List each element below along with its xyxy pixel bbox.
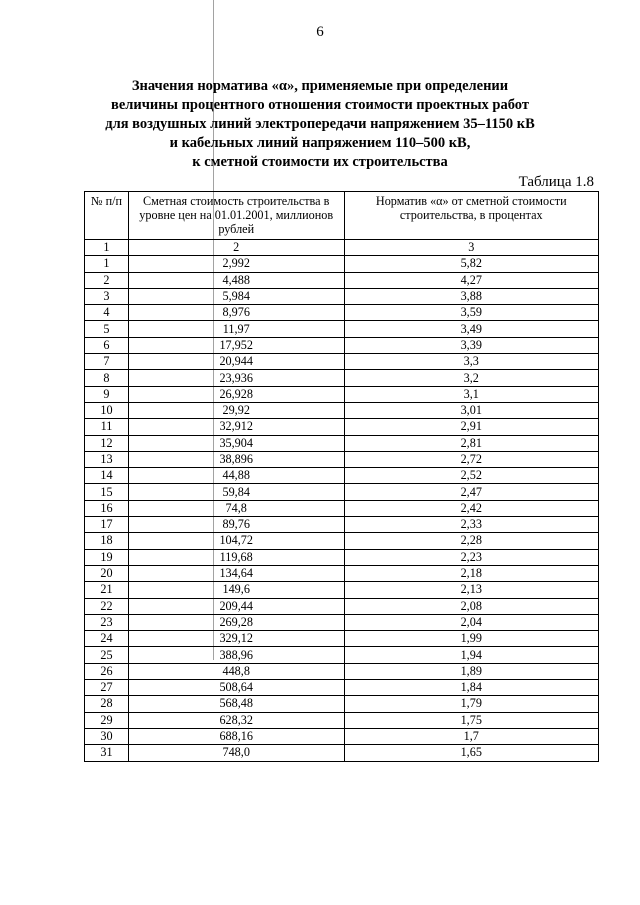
table-row xyxy=(85,517,599,533)
table-row xyxy=(85,386,599,402)
cost-value: 23,936 xyxy=(128,370,344,386)
title-line: к сметной стоимости их строительства xyxy=(192,154,448,170)
norm-value: 2,81 xyxy=(344,435,599,451)
table-row xyxy=(85,419,599,435)
row-number: 14 xyxy=(85,468,129,484)
table-row xyxy=(85,565,599,581)
table-row xyxy=(85,614,599,630)
cost-value: 748,0 xyxy=(128,745,344,761)
cost-value: 20,944 xyxy=(128,354,344,370)
header-norm: Норматив «α» от сметной стоимости строительства, в процентах xyxy=(344,192,599,240)
row-number: 10 xyxy=(85,402,129,418)
title-line: Значения норматива «α», применяемые при определении xyxy=(131,78,509,94)
header-row xyxy=(85,192,599,240)
norm-value: 1,94 xyxy=(344,647,599,663)
norm-value: 3,88 xyxy=(344,288,599,304)
row-number: 30 xyxy=(85,728,129,744)
title-line: и кабельных линий напряжением 110–500 кВ, xyxy=(169,135,471,151)
norm-value: 2,33 xyxy=(344,517,599,533)
cost-value: 35,904 xyxy=(128,435,344,451)
norm-value: 3,59 xyxy=(344,305,599,321)
cost-value: 4,488 xyxy=(128,272,344,288)
row-number: 17 xyxy=(85,517,129,533)
table-row xyxy=(85,663,599,679)
norm-value: 2,28 xyxy=(344,533,599,549)
cost-value: 628,32 xyxy=(128,712,344,728)
norm-table xyxy=(84,191,599,762)
norm-value: 1,7 xyxy=(344,728,599,744)
table-row xyxy=(85,321,599,337)
row-number: 21 xyxy=(85,582,129,598)
row-number: 23 xyxy=(85,614,129,630)
row-number: 8 xyxy=(85,370,129,386)
row-number: 22 xyxy=(85,598,129,614)
table-row xyxy=(85,582,599,598)
cost-value: 568,48 xyxy=(128,696,344,712)
norm-value: 2,18 xyxy=(344,565,599,581)
table-row xyxy=(85,680,599,696)
norm-value: 2,91 xyxy=(344,419,599,435)
row-number: 7 xyxy=(85,354,129,370)
table-row xyxy=(85,533,599,549)
title-line: величины процентного отношения стоимости проектных работ xyxy=(110,97,529,113)
cost-value: 104,72 xyxy=(128,533,344,549)
cost-value: 149,6 xyxy=(128,582,344,598)
document-title xyxy=(90,77,550,172)
cost-value: 688,16 xyxy=(128,728,344,744)
table-row xyxy=(85,256,599,272)
table-row xyxy=(85,370,599,386)
table-row xyxy=(85,598,599,614)
norm-value: 2,04 xyxy=(344,614,599,630)
row-number: 2 xyxy=(85,272,129,288)
row-number: 25 xyxy=(85,647,129,663)
header-number: № п/п xyxy=(85,192,129,240)
row-number: 1 xyxy=(85,256,129,272)
table-row xyxy=(85,337,599,353)
table-row xyxy=(85,728,599,744)
row-number: 12 xyxy=(85,435,129,451)
norm-value: 4,27 xyxy=(344,272,599,288)
norm-value: 2,42 xyxy=(344,500,599,516)
cost-value: 26,928 xyxy=(128,386,344,402)
row-number: 20 xyxy=(85,565,129,581)
row-number: 5 xyxy=(85,321,129,337)
table-row xyxy=(85,696,599,712)
cost-value: 2,992 xyxy=(128,256,344,272)
cost-value: 5,984 xyxy=(128,288,344,304)
norm-value: 1,89 xyxy=(344,663,599,679)
table-row xyxy=(85,402,599,418)
cost-value: 89,76 xyxy=(128,517,344,533)
row-number: 19 xyxy=(85,549,129,565)
norm-value: 2,72 xyxy=(344,451,599,467)
table-row xyxy=(85,712,599,728)
row-number: 9 xyxy=(85,386,129,402)
table-row xyxy=(85,272,599,288)
page-number: 6 xyxy=(316,24,324,40)
row-number: 27 xyxy=(85,680,129,696)
norm-value: 2,47 xyxy=(344,484,599,500)
table-row xyxy=(85,631,599,647)
norm-value: 1,79 xyxy=(344,696,599,712)
row-number: 16 xyxy=(85,500,129,516)
row-number: 24 xyxy=(85,631,129,647)
norm-value: 3,49 xyxy=(344,321,599,337)
norm-value: 3,2 xyxy=(344,370,599,386)
cost-value: 32,912 xyxy=(128,419,344,435)
norm-value: 3,1 xyxy=(344,386,599,402)
cost-value: 329,12 xyxy=(128,631,344,647)
norm-value: 5,82 xyxy=(344,256,599,272)
norm-value: 2,08 xyxy=(344,598,599,614)
table-row xyxy=(85,745,599,761)
cost-value: 388,96 xyxy=(128,647,344,663)
norm-value: 1,65 xyxy=(344,745,599,761)
table-row xyxy=(85,647,599,663)
table-row xyxy=(85,354,599,370)
column-number: 1 xyxy=(85,240,129,256)
cost-value: 508,64 xyxy=(128,680,344,696)
norm-value: 3,3 xyxy=(344,354,599,370)
cost-value: 59,84 xyxy=(128,484,344,500)
cost-value: 119,68 xyxy=(128,549,344,565)
cost-value: 74,8 xyxy=(128,500,344,516)
norm-value: 1,75 xyxy=(344,712,599,728)
cost-value: 448,8 xyxy=(128,663,344,679)
table-row xyxy=(85,468,599,484)
cost-value: 44,88 xyxy=(128,468,344,484)
row-number: 31 xyxy=(85,745,129,761)
row-number: 28 xyxy=(85,696,129,712)
norm-value: 3,01 xyxy=(344,402,599,418)
cost-value: 11,97 xyxy=(128,321,344,337)
table-row xyxy=(85,305,599,321)
column-number: 3 xyxy=(344,240,599,256)
row-number: 6 xyxy=(85,337,129,353)
header-cost: Сметная стоимость строительства в уровне цен на 01.01.2001, миллионов рублей xyxy=(128,192,344,240)
norm-value: 3,39 xyxy=(344,337,599,353)
row-number: 15 xyxy=(85,484,129,500)
row-number: 13 xyxy=(85,451,129,467)
cost-value: 134,64 xyxy=(128,565,344,581)
column-number: 2 xyxy=(128,240,344,256)
cost-value: 269,28 xyxy=(128,614,344,630)
row-number: 3 xyxy=(85,288,129,304)
cost-value: 8,976 xyxy=(128,305,344,321)
row-number: 4 xyxy=(85,305,129,321)
row-number: 18 xyxy=(85,533,129,549)
cost-value: 29,92 xyxy=(128,402,344,418)
norm-value: 2,52 xyxy=(344,468,599,484)
table-row xyxy=(85,451,599,467)
row-number: 11 xyxy=(85,419,129,435)
table-row xyxy=(85,435,599,451)
table-row xyxy=(85,549,599,565)
column-number-row xyxy=(85,240,599,256)
table-row xyxy=(85,288,599,304)
norm-value: 1,99 xyxy=(344,631,599,647)
row-number: 26 xyxy=(85,663,129,679)
cost-value: 38,896 xyxy=(128,451,344,467)
cost-value: 209,44 xyxy=(128,598,344,614)
norm-value: 2,13 xyxy=(344,582,599,598)
norm-value: 1,84 xyxy=(344,680,599,696)
table-row xyxy=(85,500,599,516)
norm-value: 2,23 xyxy=(344,549,599,565)
cost-value: 17,952 xyxy=(128,337,344,353)
table-label: Таблица 1.8 xyxy=(518,174,594,190)
row-number: 29 xyxy=(85,712,129,728)
table-row xyxy=(85,484,599,500)
title-line: для воздушных линий электропередачи напряжением 35–1150 кВ xyxy=(105,116,535,132)
